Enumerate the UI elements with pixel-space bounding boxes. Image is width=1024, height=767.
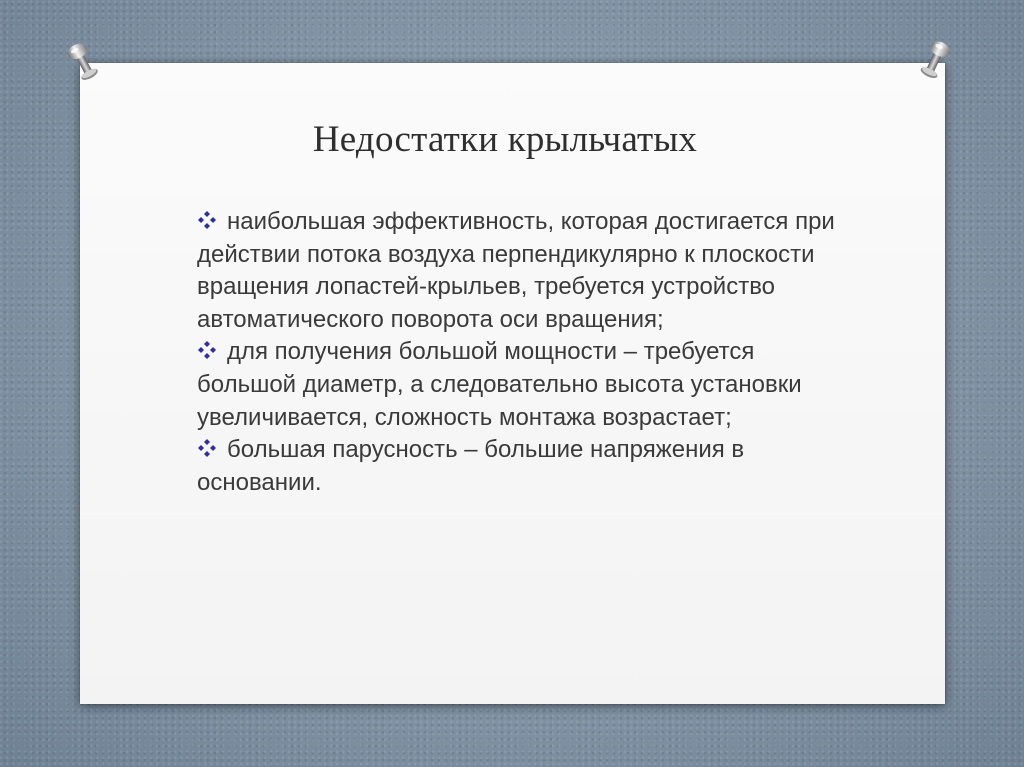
bullet-text: наибольшая эффективность, которая достигается при действии потока воздуха перпендикулярно к плоскости вращения лопастей-крыльев, требуется устройство автоматического поворота оси вращения; xyxy=(197,208,835,333)
bullet-text: для получения большой мощности – требуется большой диаметр, а следовательно высота установки увеличивается, сложность монтажа возрастает; xyxy=(197,338,802,431)
bullet-item xyxy=(197,336,857,434)
diamond-cluster-icon xyxy=(197,210,217,230)
diamond-cluster-icon xyxy=(197,340,217,360)
bullet-list xyxy=(197,206,857,499)
diamond-cluster-icon xyxy=(197,438,217,458)
slide-title: Недостатки крыльчатых xyxy=(312,119,698,160)
bullet-item xyxy=(197,434,857,499)
bullet-text: большая парусность – большие напряжения в основании. xyxy=(197,436,745,496)
bullet-item xyxy=(197,206,857,336)
